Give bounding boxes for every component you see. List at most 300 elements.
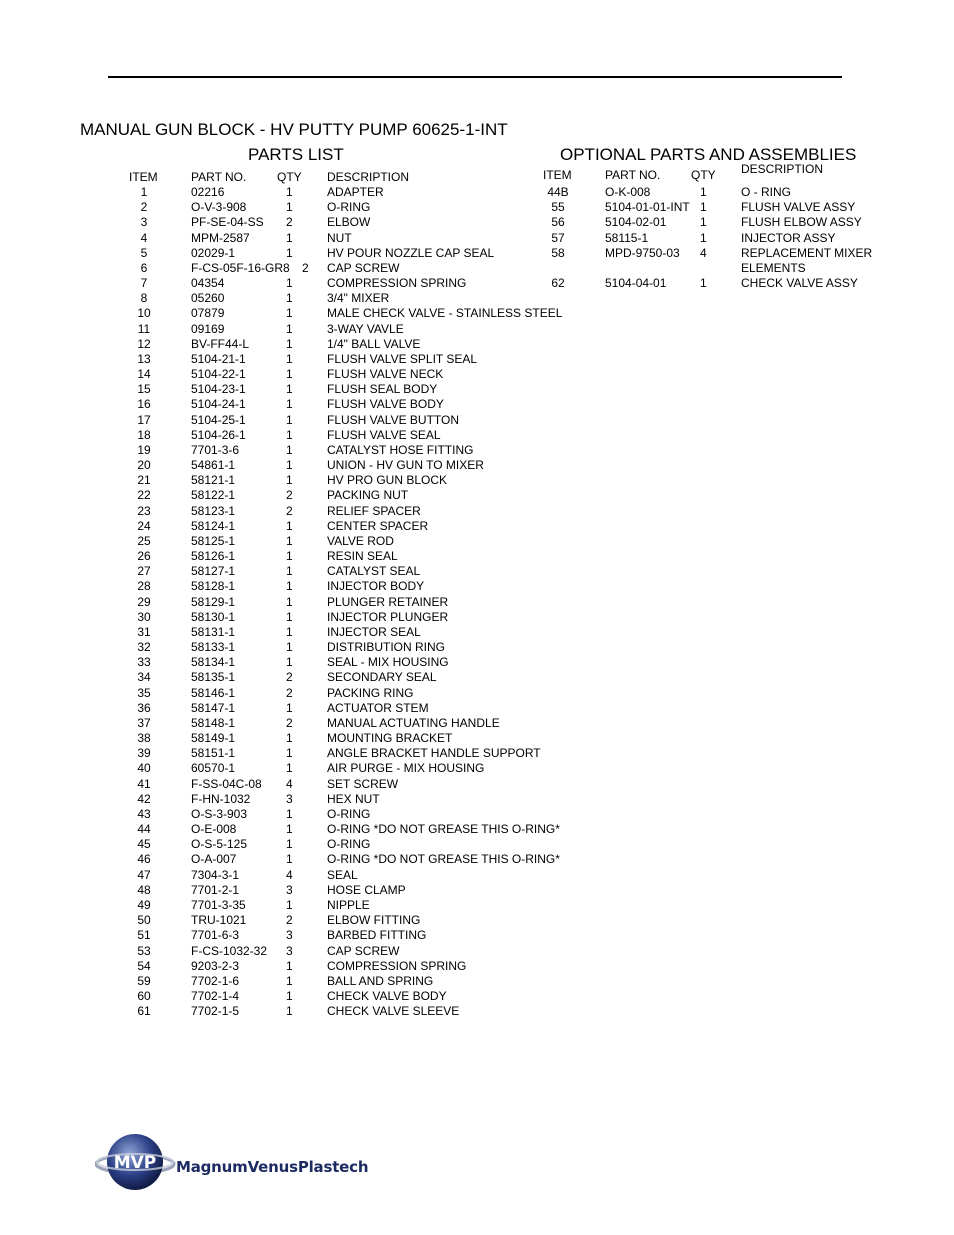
- quantity: 1: [286, 412, 293, 427]
- table-row: [0, 458, 954, 473]
- description: O-RING: [327, 200, 371, 215]
- part-number: 58124-1: [191, 518, 236, 533]
- quantity: 1: [286, 382, 293, 397]
- table-row: [0, 291, 954, 306]
- table-row: [0, 883, 954, 898]
- description: PLUNGER RETAINER: [327, 594, 449, 609]
- part-number: 60570-1: [191, 761, 236, 776]
- table-row: [0, 898, 954, 913]
- item-number: 47: [137, 867, 151, 882]
- part-number: 7701-3-35: [191, 897, 246, 912]
- item-number: 6: [140, 260, 148, 275]
- item-number: 51: [137, 928, 151, 943]
- table-row: [0, 261, 954, 276]
- part-number: 5104-23-1: [191, 382, 246, 397]
- part-number: 58134-1: [191, 655, 236, 670]
- item-number: 16: [137, 397, 151, 412]
- table-row: [0, 686, 954, 701]
- item-number: 38: [137, 731, 151, 746]
- quantity: 1: [700, 215, 707, 230]
- table-row: [0, 488, 954, 503]
- description: MANUAL ACTUATING HANDLE: [327, 715, 500, 730]
- item-number: 46: [137, 852, 151, 867]
- description: O-RING *DO NOT GREASE THIS O-RING*: [327, 852, 560, 867]
- table-row: [0, 731, 954, 746]
- description: MALE CHECK VALVE - STAINLESS STEEL: [327, 306, 563, 321]
- item-number: 11: [137, 321, 151, 336]
- part-number: 58115-1: [605, 230, 649, 245]
- quantity: 1: [286, 185, 293, 199]
- table-row: [0, 1004, 954, 1019]
- quantity: 1: [286, 442, 293, 457]
- description: FLUSH ELBOW ASSY: [741, 215, 862, 230]
- description: COMPRESSION SPRING: [327, 958, 467, 973]
- table-row: [0, 716, 954, 731]
- item-number: 34: [137, 670, 151, 685]
- item-number: 7: [140, 276, 148, 291]
- table-row: [0, 337, 954, 352]
- quantity: 1: [286, 989, 293, 1003]
- table-row: [0, 610, 954, 625]
- table-row: [0, 807, 954, 822]
- part-number: MPD-9750-03: [605, 245, 680, 260]
- table-row: [0, 974, 954, 989]
- description: ACTUATOR STEM: [327, 700, 429, 715]
- item-number: 53: [137, 943, 151, 958]
- table-row: [0, 989, 954, 1004]
- part-number: 7701-2-1: [191, 882, 240, 897]
- description: BALL AND SPRING: [327, 973, 434, 988]
- part-number: 7304-3-1: [191, 867, 240, 882]
- item-number: 29: [137, 594, 151, 609]
- table-row: [0, 852, 954, 867]
- description: CATALYST HOSE FITTING: [327, 442, 474, 457]
- description: 3-WAY VAVLE: [327, 321, 404, 336]
- part-number: MPM-2587: [191, 230, 250, 245]
- quantity: 2: [286, 913, 293, 928]
- part-number: 58149-1: [191, 731, 236, 746]
- quantity: 1: [700, 200, 707, 215]
- part-number: 58131-1: [191, 624, 236, 639]
- table-row: [0, 549, 954, 564]
- parts-col-item: ITEM: [129, 170, 158, 184]
- item-number: 8: [140, 291, 148, 306]
- part-number: 05260: [191, 291, 225, 306]
- item-number: 41: [137, 776, 151, 791]
- quantity: 1: [286, 533, 293, 548]
- part-number: 5104-24-1: [191, 397, 246, 412]
- description: CATALYST SEAL: [327, 564, 421, 579]
- item-number: 17: [137, 412, 151, 427]
- part-number: 7702-1-6: [191, 973, 240, 988]
- table-row: [0, 231, 954, 246]
- item-number: 31: [137, 624, 151, 639]
- quantity: 1: [286, 594, 293, 609]
- item-number: 58: [551, 245, 565, 260]
- quantity: 1: [286, 458, 293, 473]
- description: FLUSH SEAL BODY: [327, 382, 438, 397]
- table-row: [0, 837, 954, 852]
- description: CAP SCREW: [327, 943, 400, 958]
- table-row: [0, 276, 954, 291]
- description: CHECK VALVE BODY: [327, 989, 447, 1003]
- quantity: 1: [286, 700, 293, 715]
- optional-col-item: ITEM: [543, 168, 572, 182]
- part-number: 7702-1-5: [191, 1004, 240, 1019]
- description: SET SCREW: [327, 776, 399, 791]
- description: ANGLE BRACKET HANDLE SUPPORT: [327, 746, 541, 761]
- parts-col-part-no: PART NO.: [191, 170, 247, 184]
- document-title: MANUAL GUN BLOCK - HV PUTTY PUMP 60625-1-INT: [80, 120, 508, 139]
- item-number: 43: [137, 806, 151, 821]
- quantity: 3: [286, 791, 293, 806]
- part-number: 58146-1: [191, 685, 236, 700]
- quantity: 1: [286, 306, 293, 321]
- description: AIR PURGE - MIX HOUSING: [327, 761, 485, 776]
- part-number: 58122-1: [191, 488, 236, 503]
- item-number: 14: [137, 367, 151, 382]
- part-number: O-S-5-125: [191, 837, 248, 852]
- item-number: 57: [551, 230, 565, 245]
- part-number: 5104-01-01-INT: [605, 200, 690, 215]
- description: COMPRESSION SPRING: [327, 276, 467, 291]
- optional-col-qty: QTY: [691, 168, 716, 182]
- part-number: 58151-1: [191, 746, 236, 761]
- quantity: 1: [286, 837, 293, 852]
- quantity: 1: [286, 518, 293, 533]
- description: FLUSH VALVE ASSY: [741, 200, 856, 215]
- table-row: [0, 792, 954, 807]
- item-number: 10: [137, 306, 151, 321]
- item-number: 12: [137, 336, 151, 351]
- quantity: 3: [286, 943, 293, 958]
- item-number: 59: [137, 973, 151, 988]
- quantity: 1: [286, 624, 293, 639]
- description: REPLACEMENT MIXER: [741, 245, 873, 260]
- part-number: 9203-2-3: [191, 958, 240, 973]
- part-number: 58126-1: [191, 549, 236, 564]
- description: FLUSH VALVE BODY: [327, 397, 444, 412]
- item-number: 36: [137, 700, 151, 715]
- quantity: 2: [286, 715, 293, 730]
- table-row: [0, 913, 954, 928]
- table-row: [0, 868, 954, 883]
- part-number: 7701-3-6: [191, 442, 240, 457]
- item-number: 18: [137, 427, 151, 442]
- item-number: 13: [137, 351, 151, 366]
- part-number: 5104-02-01: [605, 215, 667, 230]
- quantity: 4: [286, 776, 293, 791]
- item-number: 49: [137, 897, 151, 912]
- description: MOUNTING BRACKET: [327, 731, 453, 746]
- quantity: 1: [286, 245, 293, 260]
- item-number: 24: [137, 518, 151, 533]
- table-row: [0, 428, 954, 443]
- item-number: 48: [137, 882, 151, 897]
- quantity: 1: [286, 640, 293, 655]
- table-row: [0, 367, 954, 382]
- quantity: 2: [302, 260, 309, 275]
- item-number: 45: [137, 837, 151, 852]
- part-number: 58123-1: [191, 503, 236, 518]
- quantity: 4: [700, 245, 707, 260]
- quantity: 1: [286, 397, 293, 412]
- part-number: 58148-1: [191, 715, 236, 730]
- table-row: [0, 185, 954, 200]
- table-row: [0, 595, 954, 610]
- table-row: [0, 944, 954, 959]
- description: HEX NUT: [327, 791, 380, 806]
- item-number: 55: [551, 200, 565, 215]
- item-number: 3: [140, 215, 148, 230]
- item-number: 60: [137, 989, 151, 1003]
- quantity: 2: [286, 503, 293, 518]
- table-row: [0, 443, 954, 458]
- table-row: [0, 306, 954, 321]
- part-number: 5104-26-1: [191, 427, 246, 442]
- quantity: 1: [286, 579, 293, 594]
- quantity: 1: [700, 276, 707, 291]
- quantity: 2: [286, 685, 293, 700]
- quantity: 3: [286, 882, 293, 897]
- part-number: 5104-21-1: [191, 351, 246, 366]
- part-number: 54861-1: [191, 458, 236, 473]
- description-continued: ELEMENTS: [741, 260, 806, 275]
- item-number: 54: [137, 958, 151, 973]
- item-number: 21: [137, 473, 151, 488]
- table-row: [0, 625, 954, 640]
- description: NIPPLE: [327, 897, 370, 912]
- table-row: [0, 746, 954, 761]
- item-number: 33: [137, 655, 151, 670]
- table-row: [0, 959, 954, 974]
- description: FLUSH VALVE SPLIT SEAL: [327, 351, 478, 366]
- quantity: 1: [286, 200, 293, 215]
- description: CHECK VALVE ASSY: [741, 276, 858, 291]
- description: ELBOW FITTING: [327, 913, 421, 928]
- quantity: 2: [286, 488, 293, 503]
- table-row: [0, 777, 954, 792]
- item-number: 4: [140, 230, 148, 245]
- quantity: 1: [286, 351, 293, 366]
- part-number: 58147-1: [191, 700, 236, 715]
- parts-list-heading: PARTS LIST: [248, 145, 344, 164]
- quantity: 1: [286, 822, 293, 837]
- quantity: 1: [286, 731, 293, 746]
- quantity: 1: [286, 852, 293, 867]
- table-row: [0, 519, 954, 534]
- table-row: [0, 564, 954, 579]
- table-row: [0, 200, 954, 215]
- description: UNION - HV GUN TO MIXER: [327, 458, 484, 473]
- quantity: 1: [286, 230, 293, 245]
- quantity: 1: [286, 367, 293, 382]
- item-number: 35: [137, 685, 151, 700]
- quantity: 1: [286, 897, 293, 912]
- quantity: 1: [286, 1004, 293, 1019]
- description: CAP SCREW: [327, 260, 400, 275]
- part-number: 04354: [191, 276, 225, 291]
- part-number: 58133-1: [191, 640, 236, 655]
- quantity: 1: [700, 230, 707, 245]
- part-number: PF-SE-04-SS: [191, 215, 264, 230]
- item-number: 61: [137, 1004, 151, 1019]
- quantity: 1: [286, 427, 293, 442]
- part-number: O-E-008: [191, 822, 237, 837]
- description: 1/4" BALL VALVE: [327, 336, 421, 351]
- description: FLUSH VALVE BUTTON: [327, 412, 460, 427]
- description: FLUSH VALVE NECK: [327, 367, 444, 382]
- part-number: F-SS-04C-08: [191, 776, 262, 791]
- description: VALVE ROD: [327, 533, 394, 548]
- item-number: 39: [137, 746, 151, 761]
- part-number: F-HN-1032: [191, 791, 251, 806]
- quantity: 1: [286, 609, 293, 624]
- table-row: [0, 640, 954, 655]
- table-row: [0, 701, 954, 716]
- part-number: 58130-1: [191, 609, 236, 624]
- table-row: [0, 534, 954, 549]
- description: INJECTOR ASSY: [741, 230, 836, 245]
- quantity: 1: [286, 276, 293, 291]
- item-number: 56: [551, 215, 565, 230]
- parts-col-description: DESCRIPTION: [327, 170, 410, 184]
- description: PACKING NUT: [327, 488, 409, 503]
- table-row: [0, 822, 954, 837]
- part-number: F-CS-05F-16-GR8: [191, 260, 290, 275]
- description: SEAL - MIX HOUSING: [327, 655, 449, 670]
- part-number: BV-FF44-L: [191, 336, 250, 351]
- description: SECONDARY SEAL: [327, 670, 437, 685]
- part-number: O-K-008: [605, 185, 651, 199]
- quantity: 1: [286, 761, 293, 776]
- item-number: 37: [137, 715, 151, 730]
- quantity: 1: [286, 321, 293, 336]
- table-row: [0, 215, 954, 230]
- part-number: O-V-3-908: [191, 200, 247, 215]
- item-number: 50: [137, 913, 151, 928]
- item-number: 23: [137, 503, 151, 518]
- quantity: 2: [286, 670, 293, 685]
- quantity: 1: [700, 185, 707, 199]
- optional-col-description: DESCRIPTION: [741, 162, 824, 176]
- optional-col-part-no: PART NO.: [605, 168, 661, 182]
- item-number: 25: [137, 533, 151, 548]
- item-number: 1: [140, 185, 148, 199]
- parts-col-qty: QTY: [277, 170, 302, 184]
- description: O-RING *DO NOT GREASE THIS O-RING*: [327, 822, 560, 837]
- description: 3/4" MIXER: [327, 291, 390, 306]
- quantity: 1: [286, 958, 293, 973]
- table-row: [0, 761, 954, 776]
- table-row: [0, 397, 954, 412]
- part-number: 58121-1: [191, 473, 236, 488]
- quantity: 1: [286, 473, 293, 488]
- table-row: [0, 413, 954, 428]
- description: PACKING RING: [327, 685, 414, 700]
- part-number: 09169: [191, 321, 225, 336]
- description: INJECTOR PLUNGER: [327, 609, 449, 624]
- description: HV PRO GUN BLOCK: [327, 473, 448, 488]
- table-row: [0, 322, 954, 337]
- item-number: 5: [140, 245, 148, 260]
- description: O - RING: [741, 185, 791, 199]
- part-number: O-S-3-903: [191, 806, 248, 821]
- part-number: O-A-007: [191, 852, 237, 867]
- quantity: 1: [286, 549, 293, 564]
- description: CENTER SPACER: [327, 518, 429, 533]
- description: HOSE CLAMP: [327, 882, 406, 897]
- item-number: 26: [137, 549, 151, 564]
- header-rule: [108, 76, 842, 78]
- part-number: 7702-1-4: [191, 989, 240, 1003]
- table-row: [0, 382, 954, 397]
- item-number: 27: [137, 564, 151, 579]
- part-number: 02029-1: [191, 245, 236, 260]
- table-row: [0, 352, 954, 367]
- part-number: 58129-1: [191, 594, 236, 609]
- part-number: 5104-04-01: [605, 276, 667, 291]
- description: BARBED FITTING: [327, 928, 427, 943]
- description: SEAL: [327, 867, 358, 882]
- part-number: 58128-1: [191, 579, 236, 594]
- table-row: [0, 473, 954, 488]
- quantity: 1: [286, 973, 293, 988]
- part-number: 7701-6-3: [191, 928, 240, 943]
- quantity: 4: [286, 867, 293, 882]
- part-number: 58125-1: [191, 533, 236, 548]
- description: ELBOW: [327, 215, 371, 230]
- item-number: 22: [137, 488, 151, 503]
- description: O-RING: [327, 806, 371, 821]
- item-number: 42: [137, 791, 151, 806]
- description: ADAPTER: [327, 185, 384, 199]
- table-row: [0, 579, 954, 594]
- part-number: 07879: [191, 306, 225, 321]
- item-number: 2: [140, 200, 148, 215]
- item-number: 44B: [547, 185, 569, 199]
- item-number: 44: [137, 822, 151, 837]
- quantity: 1: [286, 746, 293, 761]
- part-number: 58127-1: [191, 564, 236, 579]
- description: NUT: [327, 230, 352, 245]
- quantity: 1: [286, 564, 293, 579]
- quantity: 1: [286, 336, 293, 351]
- table-row: [0, 670, 954, 685]
- description: FLUSH VALVE SEAL: [327, 427, 441, 442]
- quantity: 1: [286, 655, 293, 670]
- description: INJECTOR SEAL: [327, 624, 421, 639]
- table-row: [0, 655, 954, 670]
- description: RELIEF SPACER: [327, 503, 421, 518]
- item-number: 62: [551, 276, 565, 291]
- part-number: 5104-25-1: [191, 412, 246, 427]
- item-number: 20: [137, 458, 151, 473]
- description: RESIN SEAL: [327, 549, 398, 564]
- quantity: 3: [286, 928, 293, 943]
- company-name: MagnumVenusPlastech: [176, 1158, 369, 1176]
- part-number: F-CS-1032-32: [191, 943, 268, 958]
- table-row: [0, 928, 954, 943]
- logo-mark-text: MVP: [113, 1153, 157, 1173]
- item-number: 40: [137, 761, 151, 776]
- part-number: 58135-1: [191, 670, 236, 685]
- description: HV POUR NOZZLE CAP SEAL: [327, 245, 495, 260]
- item-number: 32: [137, 640, 151, 655]
- quantity: 2: [286, 215, 293, 230]
- optional-parts-heading: OPTIONAL PARTS AND ASSEMBLIES: [560, 145, 857, 164]
- description: O-RING: [327, 837, 371, 852]
